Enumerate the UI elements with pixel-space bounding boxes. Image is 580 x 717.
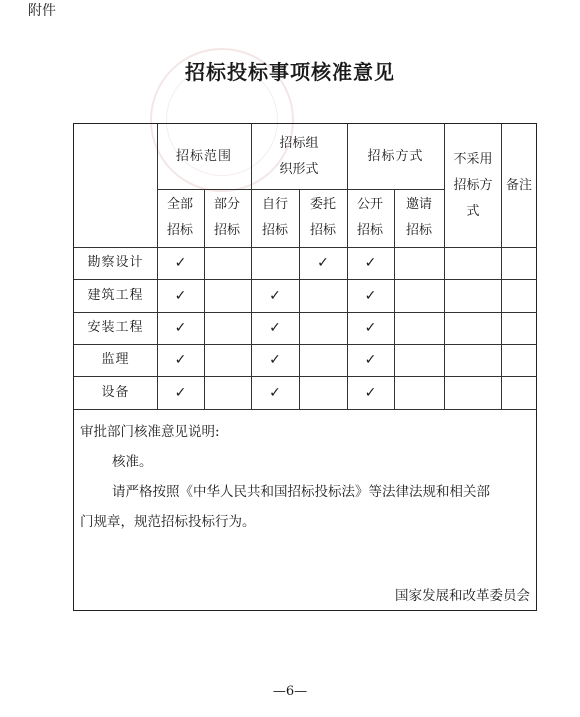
header-bidding-scope: 招标范围 [175,148,232,164]
header-remarks: 备注 [505,177,532,193]
opinion-text-line-2: 门规章，规范招标投标行为。 [80,514,256,530]
row-label: 勘察设计 [87,255,144,270]
page-title: 招标投标事项核准意见 [185,60,395,84]
check-mark: ✓ [174,287,187,304]
header-full-bidding: 全部招标 [166,197,193,238]
header-invited-bidding: 邀请招标 [405,197,432,238]
attachment-label: 附件 [28,3,56,19]
check-mark: ✓ [174,352,187,368]
check-mark: ✓ [364,352,377,368]
opinion-heading: 审批部门核准意见说明: [80,424,220,440]
check-mark: ✓ [317,255,329,271]
opinion-text-line-1: 请严格按照《中华人民共和国招标投标法》等法律法规和相关部 [112,484,490,500]
check-mark: ✓ [269,352,281,368]
header-not-adopted: 不采用招标方式 [453,151,493,219]
header-self-organized: 自行招标 [261,197,288,238]
row-label: 监理 [101,352,130,367]
header-entrusted: 委托招标 [309,197,336,238]
header-organization-form: 招标组织形式 [279,135,319,177]
header-bidding-method: 招标方式 [367,148,424,164]
header-partial-bidding: 部分招标 [213,197,240,238]
check-mark: ✓ [364,255,377,271]
row-label: 建筑工程 [87,287,144,303]
issuing-authority: 国家发展和改革委员会 [395,588,530,604]
opinion-approved: 核准。 [112,454,153,470]
approval-table [73,123,537,611]
check-mark: ✓ [364,384,377,401]
check-mark: ✓ [269,320,281,336]
check-mark: ✓ [269,287,281,304]
check-mark: ✓ [364,287,377,304]
page-number: —6— [272,684,308,699]
check-mark: ✓ [174,255,187,271]
row-label: 安装工程 [87,320,144,335]
check-mark: ✓ [269,384,281,401]
check-mark: ✓ [174,384,187,401]
row-label: 设备 [101,384,130,400]
check-mark: ✓ [174,320,187,336]
header-public-bidding: 公开招标 [356,197,383,238]
check-mark: ✓ [364,320,377,336]
